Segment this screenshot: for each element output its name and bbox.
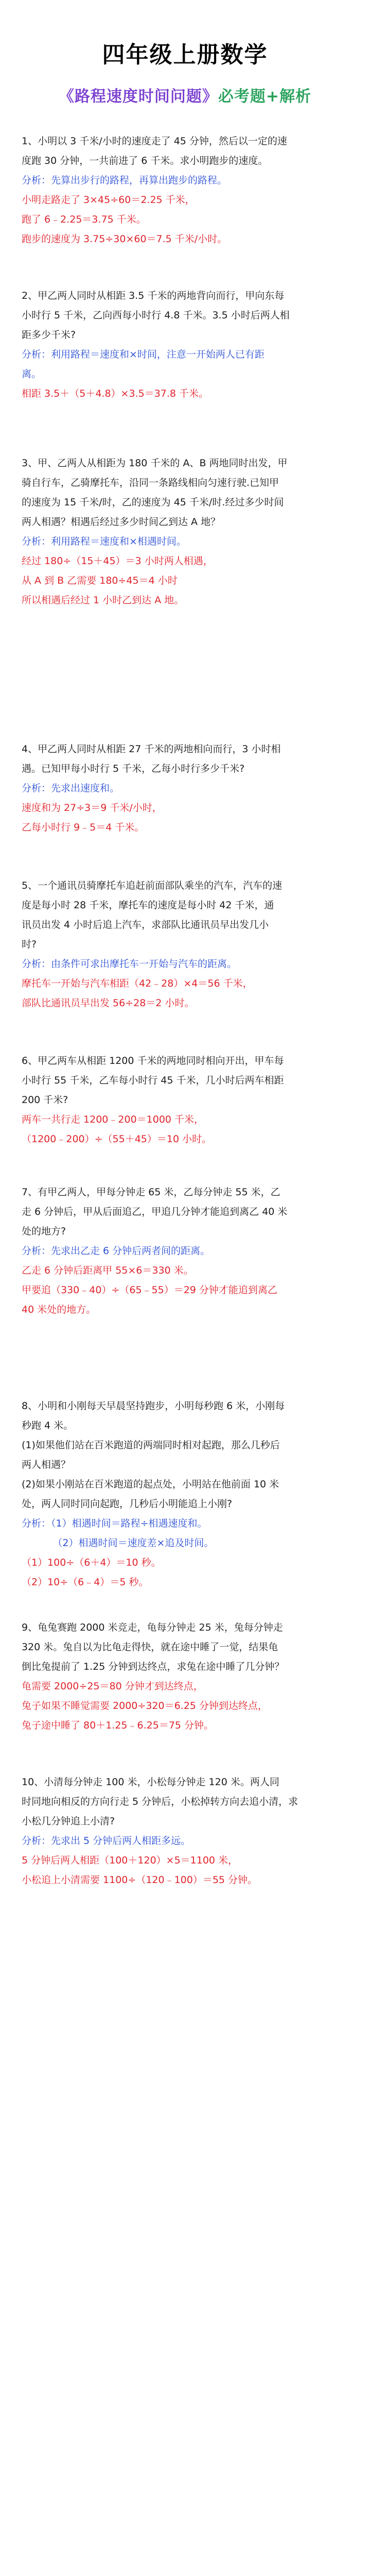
question-line: 讯员出发 4 小时后追上汽车，求部队比通讯员早出发几小 bbox=[22, 919, 269, 930]
subtitle-tag: 必考题+解析 bbox=[218, 88, 312, 106]
question-line: 6、甲乙两车从相距 1200 千米的两地同时相向开出，甲车每 bbox=[22, 1055, 284, 1066]
answer-line: 乙走 6 分钟后距离甲 55×6＝330 米。 bbox=[22, 1265, 193, 1276]
question-line: 5、一个通讯员骑摩托车追赶前面部队乘坐的汽车，汽车的速 bbox=[22, 880, 283, 891]
question-line: 小时行 5 千米，乙向西每小时行 4.8 千米。3.5 小时后两人相 bbox=[22, 310, 290, 321]
question-line: 小松几分钟追上小清? bbox=[22, 1816, 115, 1827]
analysis-line: 离。 bbox=[22, 368, 42, 380]
answer-line: 乙每小时行 9﹣5＝4 千米。 bbox=[22, 822, 145, 833]
question-line: (2)如果小刚站在百米跑道的起点处，小明站在他前面 10 米 bbox=[22, 1479, 279, 1490]
answer-line: 小松追上小清需要 1100÷（120﹣100）＝55 分钟。 bbox=[22, 1874, 258, 1886]
problem-4 bbox=[22, 739, 351, 837]
question-line: 小时行 55 千米，乙车每小时行 45 千米，几小时后两车相距 bbox=[22, 1075, 284, 1086]
analysis-line: 分析：先求出乙走 6 分钟后两者间的距离。 bbox=[22, 1245, 210, 1257]
page-title: 四年级上册数学 bbox=[102, 42, 268, 68]
question-line: 遇。已知甲每小时行 5 千米，乙每小时行多少千米? bbox=[22, 763, 245, 774]
problem-6 bbox=[22, 1051, 351, 1149]
question-line: 度是每小时 28 千米，摩托车的速度是每小时 42 千米，通 bbox=[22, 900, 274, 911]
problem-1 bbox=[22, 131, 351, 249]
answer-line: 相距 3.5＋（5＋4.8）×3.5＝37.8 千米。 bbox=[22, 388, 209, 399]
answer-line: （1200﹣200）÷（55＋45）＝10 小时。 bbox=[22, 1133, 212, 1145]
answer-line: 摩托车一开始与汽车相距（42﹣28）×4＝56 千米， bbox=[22, 978, 253, 989]
question-line: 处，两人同时同向起跑，几秒后小明能追上小刚? bbox=[22, 1498, 233, 1510]
answer-line: 5 分钟后两人相距（100＋120）×5＝1100 米， bbox=[22, 1855, 238, 1866]
question-line: 1、小明以 3 千米/小时的速度走了 45 分钟，然后以一定的速 bbox=[22, 135, 287, 147]
analysis-line: 分析：先算出步行的路程，再算出跑步的路程。 bbox=[22, 175, 227, 186]
answer-line: 龟需要 2000÷25＝80 分钟才到达终点， bbox=[22, 1681, 203, 1692]
answer-line: 跑了 6﹣2.25＝3.75 千米。 bbox=[22, 214, 146, 225]
question-line: 处的地方? bbox=[22, 1226, 66, 1237]
question-line: 4、甲乙两人同时从相距 27 千米的两地相向而行，3 小时相 bbox=[22, 743, 281, 755]
question-line: 的速度为 15 千米/时，乙的速度为 45 千米/时.经过多少时间 bbox=[22, 497, 284, 508]
problem-9 bbox=[22, 1618, 351, 1735]
answer-line: 跑步的速度为 3.75÷30×60＝7.5 千米/小时。 bbox=[22, 233, 227, 245]
page-subtitle bbox=[0, 83, 370, 106]
problem-8 bbox=[22, 1396, 351, 1592]
answer-line: 兔子如果不睡觉需要 2000÷320＝6.25 分钟到达终点， bbox=[22, 1700, 268, 1711]
analysis-line: 分析：由条件可求出摩托车一开始与汽车的距离。 bbox=[22, 958, 237, 970]
subtitle-topic: 《路程速度时间问题》 bbox=[58, 88, 218, 106]
analysis-line: 分析：（1）相遇时间＝路程÷相遇速度和。 bbox=[22, 1518, 207, 1529]
answer-line: 小明走路走了 3×45÷60＝2.25 千米， bbox=[22, 194, 195, 206]
question-line: 9、龟兔赛跑 2000 米竞走，龟每分钟走 25 米，兔每分钟走 bbox=[22, 1622, 283, 1633]
answer-line: 兔子途中睡了 80＋1.25﹣6.25＝75 分钟。 bbox=[22, 1720, 214, 1731]
question-line: 度跑 30 分钟，一共前进了 6 千米。求小明跑步的速度。 bbox=[22, 155, 268, 166]
analysis-line: 分析：利用路程＝速度和×相遇时间。 bbox=[22, 536, 186, 547]
question-line: (1)如果他们站在百米跑道的两端同时相对起跑，那么几秒后 bbox=[22, 1439, 280, 1451]
answer-line: 所以相遇后经过 1 小时乙到达 A 地。 bbox=[22, 595, 184, 606]
answer-line: 部队比通讯员早出发 56÷28＝2 小时。 bbox=[22, 997, 195, 1009]
question-line: 骑自行车，乙骑摩托车，沿同一条路线相向匀速行驶.已知甲 bbox=[22, 477, 279, 488]
question-line: 两人相遇？相遇后经过多少时间乙到达 A 地？ bbox=[22, 516, 221, 528]
question-line: 倒比兔提前了 1.25 分钟到达终点，求兔在途中睡了几分钟？ bbox=[22, 1661, 285, 1672]
question-line: 距多少千米? bbox=[22, 329, 76, 341]
answer-line: （1）100÷（6＋4）＝10 秒。 bbox=[22, 1557, 161, 1568]
problem-3 bbox=[22, 453, 351, 610]
analysis-line: （2）相遇时间＝速度差×追及时间。 bbox=[22, 1537, 214, 1549]
problem-7 bbox=[22, 1182, 351, 1319]
answer-line: 从 A 到 B 乙需要 180÷45＝4 小时 bbox=[22, 575, 178, 586]
question-line: 2、甲乙两人同时从相距 3.5 千米的两地背向而行，甲向东每 bbox=[22, 290, 285, 301]
question-line: 7、有甲乙两人，甲每分钟走 65 米，乙每分钟走 55 米，乙 bbox=[22, 1187, 280, 1198]
answer-line: 经过 180÷（15＋45）＝3 小时两人相遇， bbox=[22, 555, 213, 567]
question-line: 200 千米? bbox=[22, 1094, 68, 1106]
question-line: 320 米。兔自以为比龟走得快，就在途中睡了一觉，结果龟 bbox=[22, 1641, 278, 1653]
question-line: 走 6 分钟后，甲从后面追乙，甲追几分钟才能追到离乙 40 米 bbox=[22, 1206, 288, 1217]
question-line: 3、甲、乙两人从相距为 180 千米的 A、B 两地同时出发，甲 bbox=[22, 457, 288, 469]
question-line: 时同地向相反的方向行走 5 分钟后，小松掉转方向去追小清，求 bbox=[22, 1796, 298, 1807]
analysis-line: 分析：利用路程＝速度和×时间，注意一开始两人已有距 bbox=[22, 349, 265, 360]
answer-line: 40 米处的地方。 bbox=[22, 1304, 96, 1315]
analysis-line: 分析：先求出速度和。 bbox=[22, 783, 120, 794]
analysis-line: 分析：先求出 5 分钟后两人相距多远。 bbox=[22, 1835, 191, 1846]
answer-line: 速度和为 27÷3＝9 千米/小时， bbox=[22, 802, 162, 814]
question-line: 8、小明和小刚每天早晨坚持跑步，小明每秒跑 6 米，小刚每 bbox=[22, 1400, 285, 1412]
question-line: 秒跑 4 米。 bbox=[22, 1420, 74, 1431]
answer-line: 甲要追（330﹣40）÷（65﹣55）＝29 分钟才能追到离乙 bbox=[22, 1284, 277, 1296]
question-line: 时? bbox=[22, 939, 37, 950]
answer-line: （2）10÷（6﹣4）＝5 秒。 bbox=[22, 1577, 149, 1588]
question-line: 两人相遇？ bbox=[22, 1459, 71, 1470]
question-line: 10、小清每分钟走 100 米，小松每分钟走 120 米。两人同 bbox=[22, 1776, 279, 1788]
problem-10 bbox=[22, 1772, 351, 1890]
problem-2 bbox=[22, 286, 351, 403]
problem-5 bbox=[22, 876, 351, 1013]
answer-line: 两车一共行走 1200﹣200＝1000 千米， bbox=[22, 1114, 204, 1125]
